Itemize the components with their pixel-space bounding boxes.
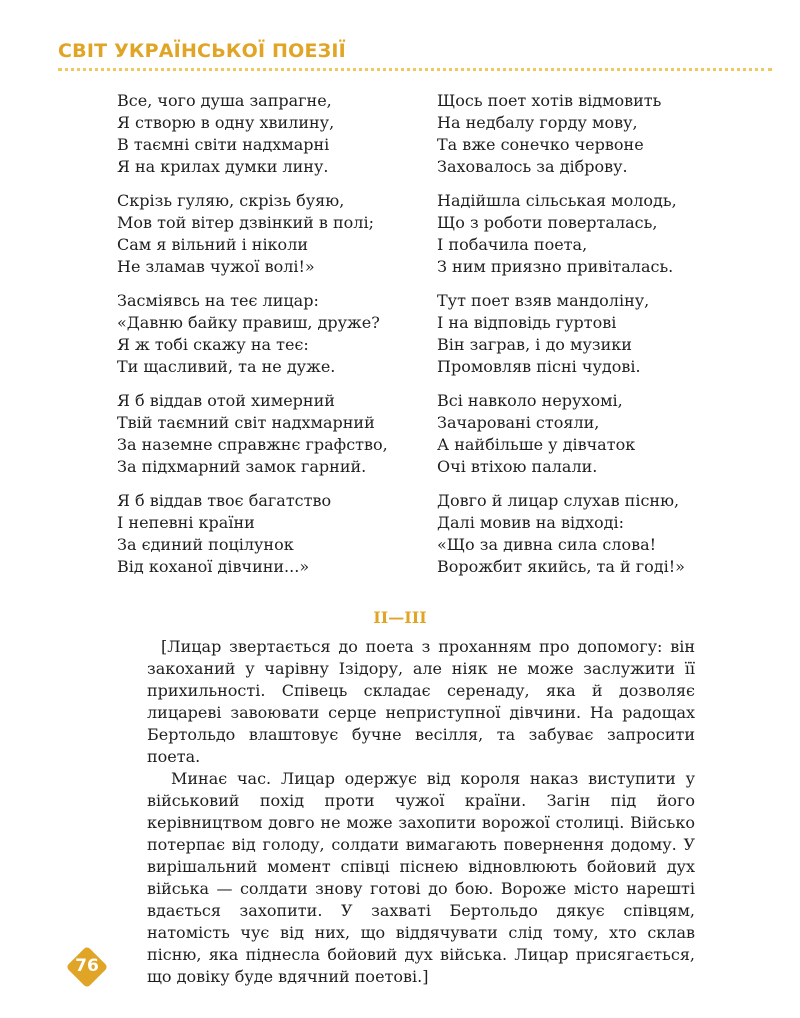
prose-block (147, 636, 695, 988)
poem-line: Я ж тобі скажу на теє: (117, 335, 309, 354)
poem-line: «Що за дивна сила слова! (437, 535, 657, 554)
poem-line: Щось поет хотів відмовить (437, 91, 662, 110)
poem-left-column (117, 90, 417, 590)
poem-line: За єдиний поцілунок (117, 535, 294, 554)
poem-line: Він заграв, і до музики (437, 335, 632, 354)
stanza (437, 190, 737, 278)
poem-line: Довго й лицар слухав пісню, (437, 491, 680, 510)
page-number: 76 (75, 956, 99, 976)
prose-paragraph: [Лицар звертається до поета з проханням про допомогу: він закоханий у чарівну Ізідору, але ніяк не може заслужити її прихильності. Співець складає серенаду, яка й дозволяє лицареві завоювати серце неприступної дівчини. На радощах Бертольдо влаштовує бучне весілля, та забуває запросити поета. (147, 637, 695, 766)
stanza (117, 390, 417, 478)
poem-line: Ворожбит якийсь, та й годі!» (437, 557, 685, 576)
poem-line: Промовляв пісні чудові. (437, 357, 641, 376)
header-divider (58, 68, 772, 71)
poem-line: На недбалу горду мову, (437, 113, 638, 132)
poem-line: Ти щасливий, та не дуже. (117, 357, 336, 376)
poem-line: За наземне справжнє графство, (117, 435, 388, 454)
prose-paragraph: Минає час. Лицар одержує від короля наказ виступити у військовий похід проти чужої країни. Загін під його керівництвом довго не може захопити ворожої столиці. Військо потерпає від голоду, солдати вимагають повернення додому. У вирішальний момент співці піснею відновлюють бойовий дух війська — солдати знову готові до бою. Вороже місто нарешті вдається захопити. У захваті Бертольдо дякує співцям, натомість чує від них, що віддячувати слід тому, хто склав пісню, яка піднесла бойовий дух війська. Лицар присягається, що довіку буде вдячний поетові.] (147, 769, 695, 986)
poem-line: Що з роботи поверталась, (437, 213, 658, 232)
poem-line: Тут поет взяв мандоліну, (437, 291, 650, 310)
poem-line: Я б віддав отой химерний (117, 391, 335, 410)
stanza (117, 90, 417, 178)
poem-line: Засміявсь на теє лицар: (117, 291, 319, 310)
poem-line: «Давню байку правиш, друже? (117, 313, 380, 332)
poem-line: Все, чого душа запрагне, (117, 91, 332, 110)
poem-line: Та вже сонечко червоне (437, 135, 644, 154)
poem-line: Сам я вільний і ніколи (117, 235, 309, 254)
poem-line: І непевні країни (117, 513, 255, 532)
stanza (117, 490, 417, 578)
poem-line: Заховалось за діброву. (437, 157, 628, 176)
stanza (437, 90, 737, 178)
poem-line: І на відповідь гуртові (437, 313, 617, 332)
poem-line: Я створю в одну хвилину, (117, 113, 335, 132)
poem-line: А найбільше у дівчаток (437, 435, 636, 454)
poem-line: Всі навколо нерухомі, (437, 391, 623, 410)
stanza (437, 490, 737, 578)
poem-line: Твій таємний світ надхмарний (117, 413, 375, 432)
poem-line: Зачаровані стояли, (437, 413, 600, 432)
stanza (437, 290, 737, 378)
poem-line: Мов той вітер дзвінкий в полі; (117, 213, 374, 232)
section-header: СВІТ УКРАЇНСЬКОЇ ПОЕЗІЇ (58, 40, 346, 62)
poem-line: Я на крилах думки лину. (117, 157, 329, 176)
poem-line: Скрізь гуляю, скрізь буяю, (117, 191, 345, 210)
poem-line: Не зламав чужої волі!» (117, 257, 315, 276)
stanza (437, 390, 737, 478)
poem-line: І побачила поета, (437, 235, 588, 254)
stanza (117, 190, 417, 278)
poem-line: Надійшла сільськая молодь, (437, 191, 677, 210)
poem-line: За підхмарний замок гарний. (117, 457, 367, 476)
poem-line: Далі мовив на відході: (437, 513, 625, 532)
page-number-badge (66, 946, 108, 988)
section-title: II—III (373, 608, 427, 627)
stanza (117, 290, 417, 378)
poem-line: Очі втіхою палали. (437, 457, 598, 476)
poem-line: Від коханої дівчини...» (117, 557, 310, 576)
poem-right-column (437, 90, 737, 590)
poem-line: З ним приязно привіталась. (437, 257, 674, 276)
poem-line: Я б віддав твоє багатство (117, 491, 332, 510)
poem-line: В таємні світи надхмарні (117, 135, 330, 154)
